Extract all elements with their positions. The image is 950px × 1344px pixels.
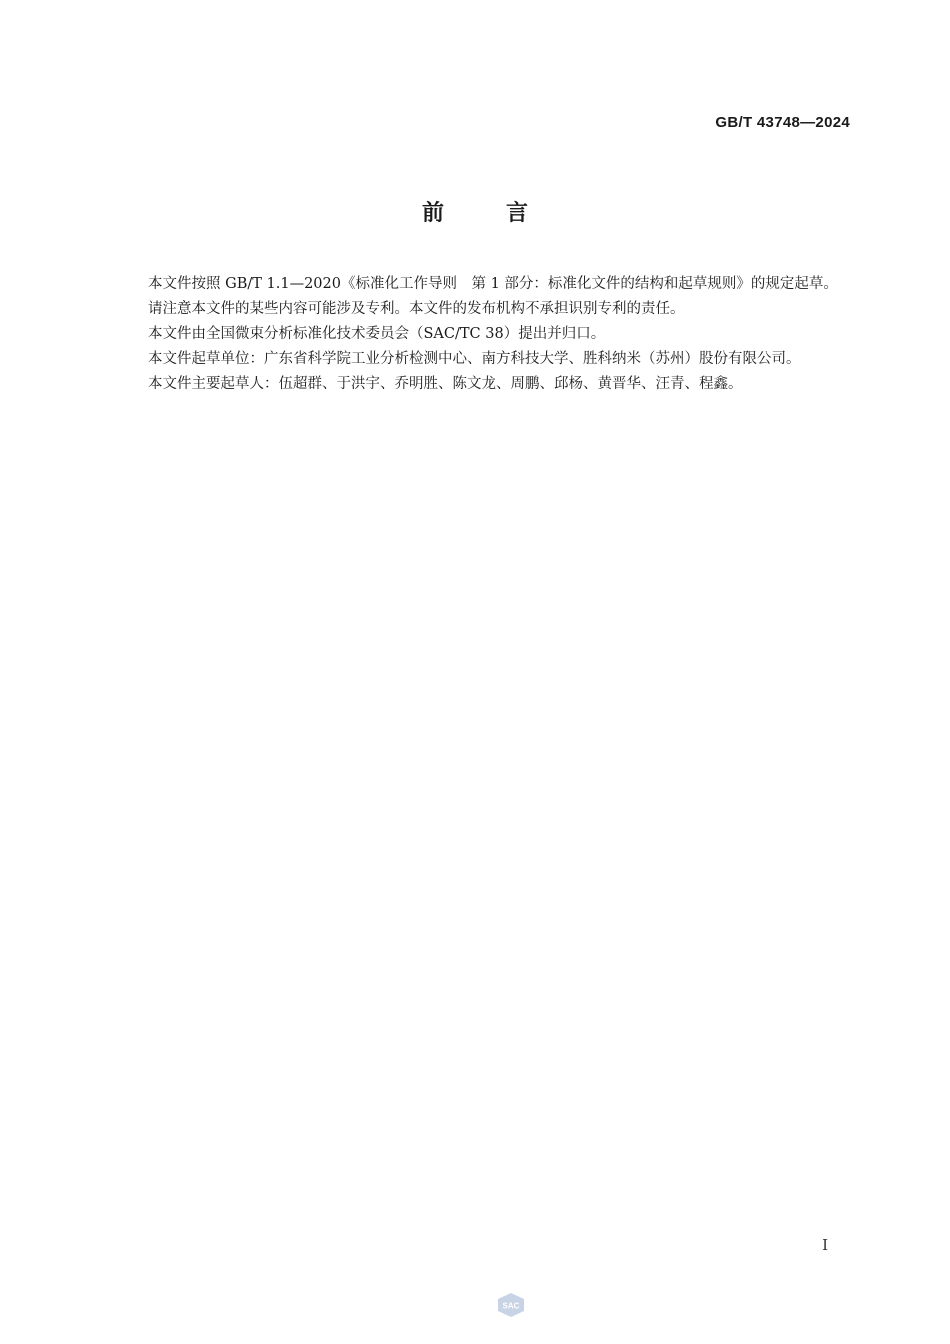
sac-watermark-logo (496, 1292, 526, 1318)
paragraph-proposer: 本文件由全国微束分析标准化技术委员会（SAC/TC 38）提出并归口。 (148, 326, 606, 342)
paragraph-drafters: 本文件主要起草人：伍超群、于洪宇、乔明胜、陈文龙、周鹏、邱杨、黄晋华、汪青、程鑫。 (148, 376, 743, 392)
paragraph-drafting-rules: 本文件按照 GB/T 1.1—2020《标准化工作导则 第 1 部分：标准化文件的结构和起草规则》的规定起草。 (148, 276, 838, 292)
standard-number: GB/T 43748—2024 (715, 114, 850, 131)
foreword-body (116, 272, 850, 397)
page-title: 前言 (421, 201, 590, 226)
paragraph-drafting-units: 本文件起草单位：广东省科学院工业分析检测中心、南方科技大学、胜科纳米（苏州）股份有限公司。 (148, 351, 801, 367)
watermark-text: SAC (502, 1301, 520, 1311)
page-number: I (822, 1236, 828, 1254)
paragraph-patent-notice: 请注意本文件的某些内容可能涉及专利。本文件的发布机构不承担识别专利的责任。 (148, 301, 685, 317)
